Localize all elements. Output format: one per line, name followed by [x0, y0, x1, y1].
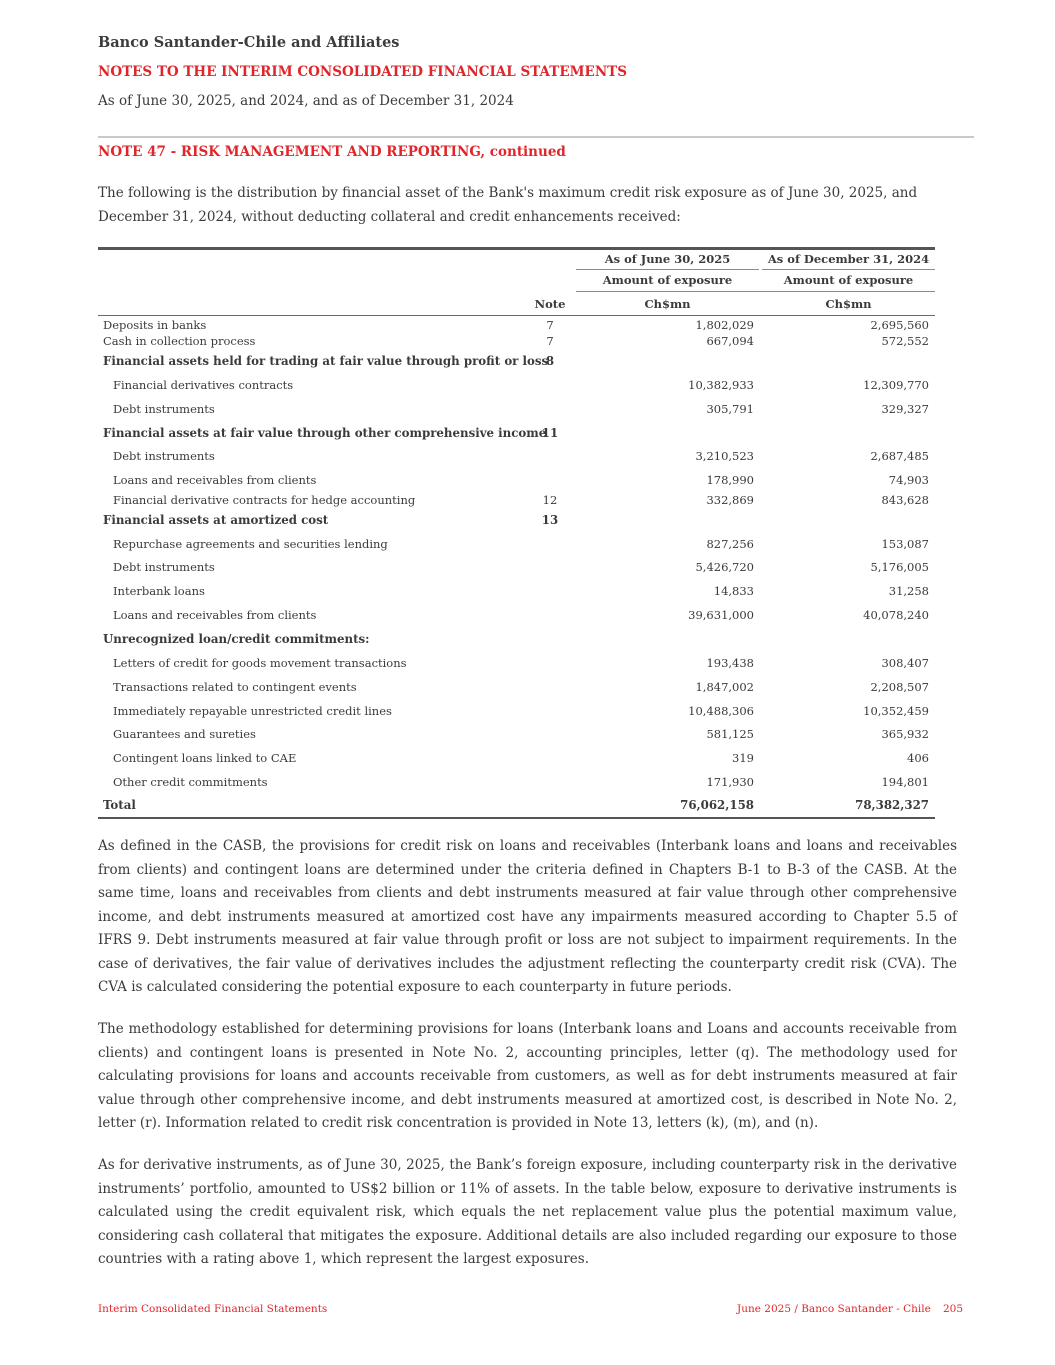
footer-document-title: Interim Consolidated Financial Statements: [98, 1303, 328, 1315]
col1-header-rule: [576, 269, 759, 270]
table-row: Loans and receivables from clients 178,990 74,903: [113, 473, 929, 487]
page-number: 205: [943, 1303, 964, 1315]
table-row: Repurchase agreements and securities lending 827,256 153,087: [113, 537, 929, 551]
table-top-rule: [98, 247, 935, 250]
table-row: Financial derivatives contracts 10,382,933 12,309,770: [113, 378, 929, 392]
intro-paragraph: The following is the distribution by financial asset of the Bank's maximum credit risk exposure as of June 30, 2025, and December 31, 2024, without deducting collateral and credit enhancements received:: [98, 185, 918, 225]
table-bottom-rule: [98, 817, 935, 819]
column-header-rule: [98, 315, 935, 316]
col2-header-rule: [762, 269, 935, 270]
table-row: Letters of credit for goods movement transactions 193,438 308,407: [113, 656, 929, 670]
measure-header-rule: [576, 291, 935, 292]
table-row: Debt instruments 305,791 329,327: [113, 402, 929, 416]
table-row: Debt instruments 5,426,720 5,176,005: [113, 560, 929, 574]
table-row: Debt instruments 3,210,523 2,687,485: [113, 449, 929, 463]
table-row: Financial derivative contracts for hedge accounting 12 332,869 843,628: [113, 493, 929, 507]
table-row: Interbank loans 14,833 31,258: [113, 584, 929, 598]
table-total-row: Total 76,062,158 78,382,327: [103, 798, 929, 812]
paragraph-casb-provisions: As defined in the CASB, the provisions for credit risk on loans and receivables (Interbank loans and loans and receivables from clients) and contingent loans are determined under the criteria defined in Chapters B-1 to B-3 of the CASB. At the same time, loans and receivables from clients and debt instruments measured at fair value through other comprehensive income, and debt instruments measured at amortized cost have any impairments measured according to Chapter 5.5 of IFRS 9. Debt instruments measured at fair value through profit or loss are not subject to impairment requirements. In the case of derivatives, the fair value of derivatives includes the adjustment reflecting the counterparty credit risk (CVA). The CVA is calculated considering the potential exposure to each counterparty in future periods.: [98, 838, 957, 995]
table-section-row: Unrecognized loan/credit commitments:: [103, 632, 370, 646]
company-name: Banco Santander-Chile and Affiliates: [98, 34, 400, 51]
table-section-row: Financial assets at fair value through other comprehensive income 11: [103, 426, 559, 440]
footer-period: June 2025 / Banco Santander - Chile: [737, 1303, 931, 1315]
note-title: NOTE 47 - RISK MANAGEMENT AND REPORTING, continued: [98, 144, 566, 160]
col2-measure-header: Amount of exposure: [783, 273, 914, 287]
table-row: Immediately repayable unrestricted credit lines 10,488,306 10,352,459: [113, 704, 929, 718]
table-row: Transactions related to contingent events 1,847,002 2,208,507: [113, 680, 929, 694]
table-row: Guarantees and sureties 581,125 365,932: [113, 727, 929, 741]
paragraph-derivatives: As for derivative instruments, as of June 30, 2025, the Bank’s foreign exposure, including counterparty risk in the derivative instruments’ portfolio, amounted to US$2 billion or 11% of assets. In the table below, exposure to derivative instruments is calculated using the credit equivalent risk, which equals the net replacement value plus the potential maximum value, considering cash collateral that mitigates the exposure. Additional details are also included regarding our exposure to those countries with a rating above 1, which represent the largest exposures.: [98, 1157, 957, 1267]
as-of-dates: As of June 30, 2025, and 2024, and as of December 31, 2024: [98, 93, 514, 109]
col1-period-header: As of June 30, 2025: [604, 252, 731, 266]
col1-unit-header: Ch$mn: [644, 297, 691, 311]
table-row: Cash in collection process 7 667,094 572,552: [103, 334, 929, 348]
col2-period-header: As of December 31, 2024: [767, 252, 930, 266]
table-row: Contingent loans linked to CAE 319 406: [113, 751, 929, 765]
notes-title: NOTES TO THE INTERIM CONSOLIDATED FINANCIAL STATEMENTS: [98, 64, 627, 80]
col1-measure-header: Amount of exposure: [602, 273, 733, 287]
paragraph-methodology: The methodology established for determining provisions for loans (Interbank loans and Loans and accounts receivable from clients) and contingent loans is presented in Note No. 2, accounting principles, letter (q). The methodology used for calculating provisions for loans and accounts receivable from customers, as well as for debt instruments measured at fair value through other comprehensive income, and debt instruments measured at amortized cost, is described in Note No. 2, letter (r). Information related to credit risk concentration is provided in Note 13, letters (k), (m), and (n).: [98, 1021, 957, 1131]
table-row: Loans and receivables from clients 39,631,000 40,078,240: [113, 608, 929, 622]
table-section-row: Financial assets held for trading at fair value through profit or loss 8: [103, 354, 555, 368]
col2-unit-header: Ch$mn: [825, 297, 872, 311]
table-row: Deposits in banks 7 1,802,029 2,695,560: [103, 318, 929, 332]
note-header: Note: [534, 297, 566, 311]
table-section-row: Financial assets at amortized cost 13: [103, 513, 559, 527]
header-divider: [98, 136, 974, 138]
table-row: Other credit commitments 171,930 194,801: [113, 775, 929, 789]
